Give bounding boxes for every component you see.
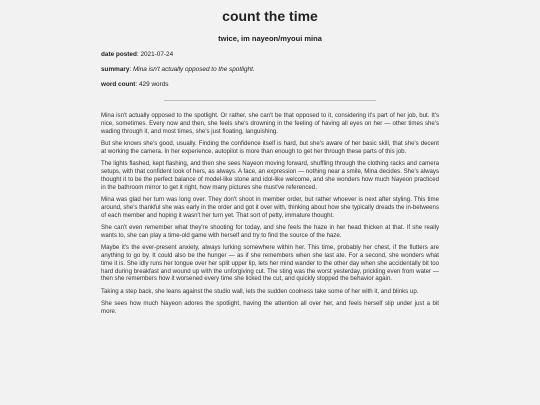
story-paragraph: She can't even remember what they're shooting for today, and she feels the haze in her head thicken at that. If she really wants to, she can play a time-old game with herself and try to find the source of the haze. xyxy=(101,223,439,239)
story-body xyxy=(101,112,439,320)
colon: : xyxy=(135,81,139,88)
story-paragraph: Mina was glad her turn was long over. They don't shoot in member order, but rather whoever is next after styling. This time around, she's thankful she was early in the order and got it over with, thinking about how she typically dreads the in-betweens of each member and hoping it wasn't her turn yet. That sort of petty, immature thought. xyxy=(101,195,439,219)
date-posted-value: 2021-07-24 xyxy=(140,51,174,58)
date-posted-row xyxy=(101,50,441,59)
story-title: count the time xyxy=(222,8,318,24)
summary-value: Mina isn't actually opposed to the spotlight. xyxy=(132,66,255,73)
word-count-row xyxy=(101,80,441,89)
colon: : xyxy=(136,51,141,58)
summary-row xyxy=(101,65,441,74)
date-posted-label: date posted xyxy=(101,51,137,58)
story-paragraph: The lights flashed, kept flashing, and then she sees Nayeon moving forward, shuffling through the clothing racks and camera setups, with that confident look of hers, as always. A face, an expression — nothing near a smile, Mina decides. She's always thought it to be the perfect balance of model-like stone and idol-like welcome, and she wonders how much Nayeon practiced in the bathroom mirror to get it right, how many pictures she must've referenced. xyxy=(101,160,439,191)
story-paragraph: Mina isn't actually opposed to the spotlight. Or rather, she can't be that opposed to it, considering it's part of her job, but. It's nice, sometimes. Every now and then, she feels she's drowning in the feeling of having all eyes on her — other times she's wading through it, and most times, she's just floating, languishing. xyxy=(101,112,439,135)
story-paragraph: Taking a step back, she leans against the studio wall, lets the sudden coolness take some of her with it, and blinks up. xyxy=(101,287,419,295)
section-divider xyxy=(164,100,376,101)
story-paragraph: Maybe it's the ever-present anxiety, always lurking somewhere within her. This time, probably her chest, if the flutters are anything to go by. It could also be the hunger — as if she remembers when she last ate. For a second, she wonders what time it is. She idly runs her tongue over her split upper lip, lets her mind wander to the other day when she accidentally bit too hard during breakfast and wound up with the unforgiving cut. The sting was the worst yesterday, prickling even from water — then she remembers how it worsened every time she licked the cut, and quickly stopped the behavior again. xyxy=(101,244,439,283)
colon: : xyxy=(129,66,133,73)
word-count-label: word count xyxy=(101,81,136,88)
story-paragraph: But she knows she's good, usually. Finding the confidence itself is hard, but she's aware of her basic skill, that she's decent at working the camera. In her experience, autopilot is more than enough to get her through these parts of this job. xyxy=(101,139,439,155)
word-count-value: 429 words xyxy=(139,81,169,88)
story-paragraph: She sees how much Nayeon adores the spotlight, having the attention all over her, and feels herself slip under just a bit more. xyxy=(101,300,439,315)
summary-label: summary xyxy=(101,66,130,73)
fandom-pairing-line: twice, im nayeon/myoui mina xyxy=(218,34,322,43)
